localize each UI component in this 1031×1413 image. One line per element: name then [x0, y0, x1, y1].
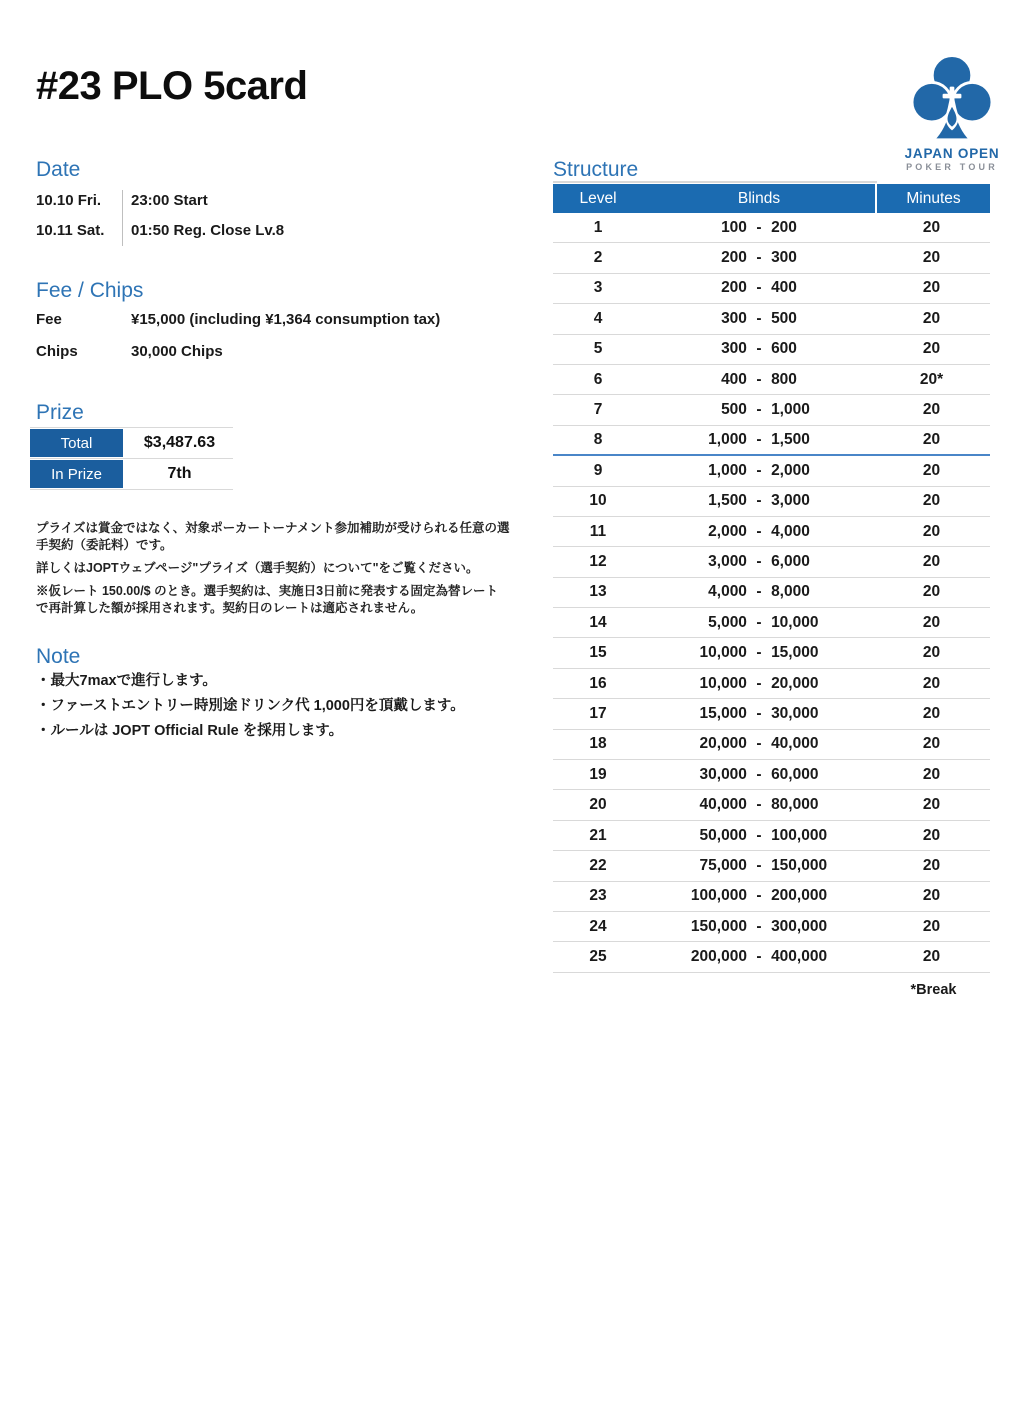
small-blind: 40,000 [699, 796, 747, 814]
blinds-dash: - [756, 826, 762, 844]
level-cell: 9 [593, 461, 603, 479]
blinds-dash: - [756, 309, 762, 327]
big-blind: 30,000 [771, 704, 819, 722]
big-blind: 40,000 [771, 735, 819, 753]
break-note: *Break [910, 982, 957, 998]
minutes-cell: 20 [922, 917, 941, 935]
level-cell: 23 [589, 887, 607, 905]
small-blind: 1,000 [708, 461, 747, 479]
small-blind: 15,000 [699, 704, 747, 722]
big-blind: 1,500 [771, 430, 810, 448]
blinds-dash: - [756, 948, 762, 966]
big-blind: 80,000 [771, 796, 819, 814]
prize-heading: Prize [36, 401, 84, 424]
prize-table [30, 427, 233, 490]
big-blind: 20,000 [771, 674, 819, 692]
structure-title-rule [553, 181, 877, 183]
date-row-text: 23:00 Start [131, 192, 208, 209]
small-blind: 100,000 [690, 887, 747, 905]
minutes-cell: 20 [922, 765, 941, 783]
structure-row [553, 730, 990, 760]
minutes-cell: 20 [922, 644, 941, 662]
big-blind: 200,000 [771, 887, 828, 905]
structure-row [553, 821, 990, 851]
level-cell: 6 [593, 370, 603, 388]
big-blind: 300,000 [771, 917, 828, 935]
note-item: ・最大7maxで進行します。 [36, 673, 217, 689]
blinds-dash: - [756, 796, 762, 814]
blinds-cell [643, 279, 875, 297]
small-blind: 2,000 [708, 522, 747, 540]
structure-row [553, 395, 990, 425]
blinds-cell [643, 887, 875, 905]
disclaimer-line: ※仮レート 150.00/$ のとき。選手契約は、実施日3日前に発表する固定為替レートで再計算した額が採用されます。契約日のレートは適応されません。 [36, 584, 499, 615]
minutes-cell: 20 [922, 492, 941, 510]
blinds-cell [643, 948, 875, 966]
structure-row [553, 638, 990, 668]
level-cell: 15 [589, 644, 607, 662]
blinds-cell [643, 644, 875, 662]
blinds-cell [643, 371, 875, 389]
level-cell: 13 [589, 583, 607, 601]
column-header-level: Level [579, 189, 617, 207]
level-cell: 20 [589, 796, 607, 814]
blinds-cell [643, 219, 875, 237]
structure-row [553, 335, 990, 365]
club-icon [902, 50, 1002, 144]
big-blind: 4,000 [771, 522, 810, 540]
date-table [36, 188, 506, 248]
column-header-minutes: Minutes [877, 184, 990, 213]
blinds-dash: - [756, 430, 762, 448]
blinds-cell [643, 827, 875, 845]
level-cell: 25 [589, 948, 607, 966]
structure-row [553, 912, 990, 942]
blinds-dash: - [756, 644, 762, 662]
blinds-dash: - [756, 340, 762, 358]
structure-row [553, 669, 990, 699]
fee-value: ¥15,000 (including ¥1,364 consumption tax) [131, 311, 441, 328]
blinds-cell [643, 553, 875, 571]
prize-total-value: $3,487.63 [143, 434, 216, 451]
structure-row [553, 426, 990, 456]
blinds-cell [643, 796, 875, 814]
blinds-cell [643, 735, 875, 753]
structure-row [553, 213, 990, 243]
big-blind: 2,000 [771, 461, 810, 479]
big-blind: 150,000 [771, 856, 828, 874]
prize-in-prize-label: In Prize [30, 460, 123, 488]
big-blind: 15,000 [771, 644, 819, 662]
small-blind: 75,000 [699, 856, 747, 874]
small-blind: 1,500 [708, 492, 747, 510]
level-cell: 12 [589, 552, 607, 570]
minutes-cell: 20* [919, 370, 944, 388]
small-blind: 300 [721, 309, 747, 327]
blinds-cell [643, 614, 875, 632]
chips-value: 30,000 Chips [131, 343, 223, 360]
level-cell: 10 [589, 492, 607, 510]
disclaimer-line: 詳しくはJOPTウェブページ"プライズ（選手契約）について"をご覧ください。 [36, 561, 479, 575]
minutes-cell: 20 [922, 735, 941, 753]
minutes-cell: 20 [922, 704, 941, 722]
big-blind: 3,000 [771, 492, 810, 510]
small-blind: 10,000 [699, 674, 747, 692]
blinds-cell [643, 583, 875, 601]
level-cell: 2 [593, 249, 603, 267]
blinds-cell [643, 857, 875, 875]
note-item: ・ファーストエントリー時別途ドリンク代 1,000円を頂戴します。 [36, 698, 465, 714]
small-blind: 3,000 [708, 552, 747, 570]
blinds-dash: - [756, 401, 762, 419]
date-heading: Date [36, 158, 81, 181]
big-blind: 300 [771, 249, 797, 267]
prize-row-total [30, 428, 233, 459]
small-blind: 50,000 [699, 826, 747, 844]
minutes-cell: 20 [922, 887, 941, 905]
minutes-cell: 20 [922, 552, 941, 570]
small-blind: 200,000 [690, 948, 747, 966]
big-blind: 200 [771, 218, 797, 236]
small-blind: 200 [721, 279, 747, 297]
structure-heading: Structure [553, 158, 639, 181]
minutes-cell: 20 [922, 826, 941, 844]
minutes-cell: 20 [922, 249, 941, 267]
page-title: #23 PLO 5card [36, 64, 308, 108]
blinds-dash: - [756, 492, 762, 510]
level-cell: 17 [589, 704, 607, 722]
level-cell: 16 [589, 674, 607, 692]
blinds-dash: - [756, 583, 762, 601]
structure-row [553, 304, 990, 334]
level-cell: 11 [589, 522, 607, 540]
blinds-dash: - [756, 552, 762, 570]
level-cell: 19 [589, 765, 607, 783]
level-cell: 3 [593, 279, 603, 297]
big-blind: 100,000 [771, 826, 828, 844]
blinds-cell [643, 249, 875, 267]
date-row-date: 10.11 Sat. [36, 222, 105, 239]
note-heading: Note [36, 645, 81, 668]
minutes-cell: 20 [922, 583, 941, 601]
structure-row [553, 578, 990, 608]
date-row-text: 01:50 Reg. Close Lv.8 [131, 222, 285, 239]
minutes-cell: 20 [922, 856, 941, 874]
level-cell: 14 [589, 613, 607, 631]
blinds-cell [643, 675, 875, 693]
logo-text-poker-tour: POKER TOUR [906, 162, 998, 172]
structure-row [553, 760, 990, 790]
fee-chips-heading: Fee / Chips [36, 279, 144, 302]
blinds-cell [643, 918, 875, 936]
level-cell: 18 [589, 735, 607, 753]
minutes-cell: 20 [922, 674, 941, 692]
blinds-cell [643, 705, 875, 723]
structure-row [553, 456, 990, 486]
minutes-cell: 20 [922, 461, 941, 479]
level-cell: 22 [589, 856, 607, 874]
note-item: ・ルールは JOPT Official Rule を採用します。 [36, 723, 344, 739]
structure-row [553, 942, 990, 972]
structure-row [553, 882, 990, 912]
structure-row [553, 274, 990, 304]
blinds-dash: - [756, 279, 762, 297]
minutes-cell: 20 [922, 401, 941, 419]
level-cell: 21 [589, 826, 607, 844]
minutes-cell: 20 [922, 613, 941, 631]
blinds-cell [643, 523, 875, 541]
structure-row [553, 517, 990, 547]
structure-row [553, 699, 990, 729]
small-blind: 4,000 [708, 583, 747, 601]
minutes-cell: 20 [922, 522, 941, 540]
blinds-cell [643, 431, 875, 449]
blinds-dash: - [756, 613, 762, 631]
blinds-cell [643, 340, 875, 358]
blinds-dash: - [756, 218, 762, 236]
blinds-dash: - [756, 370, 762, 388]
blinds-dash: - [756, 704, 762, 722]
big-blind: 8,000 [771, 583, 810, 601]
blinds-cell [643, 766, 875, 784]
prize-total-label: Total [30, 429, 123, 457]
big-blind: 60,000 [771, 765, 819, 783]
logo-text-japan-open: JAPAN OPEN [904, 146, 1000, 161]
level-cell: 24 [589, 917, 607, 935]
column-header-blinds: Blinds [737, 189, 781, 207]
small-blind: 150,000 [690, 917, 747, 935]
small-blind: 300 [721, 340, 747, 358]
blinds-dash: - [756, 917, 762, 935]
blinds-dash: - [756, 765, 762, 783]
minutes-cell: 20 [922, 218, 941, 236]
big-blind: 800 [771, 370, 797, 388]
small-blind: 5,000 [708, 613, 747, 631]
big-blind: 400 [771, 279, 797, 297]
minutes-cell: 20 [922, 340, 941, 358]
structure-row [553, 547, 990, 577]
minutes-cell: 20 [922, 309, 941, 327]
structure-row [553, 851, 990, 881]
small-blind: 100 [721, 218, 747, 236]
big-blind: 600 [771, 340, 797, 358]
structure-row [553, 243, 990, 273]
level-cell: 5 [593, 340, 603, 358]
date-divider [122, 190, 123, 246]
fee-label: Fee [36, 311, 62, 328]
blinds-dash: - [756, 461, 762, 479]
small-blind: 1,000 [708, 430, 747, 448]
structure-row [553, 608, 990, 638]
structure-row [553, 487, 990, 517]
structure-header-left [553, 184, 875, 213]
blinds-dash: - [756, 249, 762, 267]
structure-row [553, 790, 990, 820]
blinds-dash: - [756, 674, 762, 692]
minutes-cell: 20 [922, 948, 941, 966]
prize-row-in-prize [30, 459, 233, 490]
jopt-logo [890, 50, 1014, 172]
blinds-dash: - [756, 856, 762, 874]
big-blind: 6,000 [771, 552, 810, 570]
prize-disclaimer [36, 520, 510, 623]
level-cell: 8 [593, 430, 603, 448]
small-blind: 500 [721, 401, 747, 419]
structure-table-header [553, 184, 990, 213]
small-blind: 200 [721, 249, 747, 267]
blinds-cell [643, 492, 875, 510]
blinds-cell [643, 401, 875, 419]
note-list [36, 672, 516, 747]
big-blind: 500 [771, 309, 797, 327]
small-blind: 400 [721, 370, 747, 388]
big-blind: 400,000 [771, 948, 828, 966]
minutes-cell: 20 [922, 430, 941, 448]
date-row-date: 10.10 Fri. [36, 192, 102, 209]
disclaimer-line: プライズは賞金ではなく、対象ポーカートーナメント参加補助が受けられる任意の選手契約（委託料）です。 [36, 521, 510, 552]
minutes-cell: 20 [922, 796, 941, 814]
small-blind: 20,000 [699, 735, 747, 753]
blinds-dash: - [756, 735, 762, 753]
prize-in-prize-value: 7th [167, 465, 192, 482]
structure-row [553, 365, 990, 395]
blinds-dash: - [756, 522, 762, 540]
small-blind: 10,000 [699, 644, 747, 662]
big-blind: 1,000 [771, 401, 810, 419]
level-cell: 7 [593, 401, 603, 419]
chips-label: Chips [36, 343, 78, 360]
big-blind: 10,000 [771, 613, 819, 631]
structure-table-body [553, 213, 990, 973]
level-cell: 4 [593, 309, 603, 327]
minutes-cell: 20 [922, 279, 941, 297]
level-cell: 1 [593, 218, 603, 236]
small-blind: 30,000 [699, 765, 747, 783]
blinds-cell [643, 462, 875, 480]
blinds-cell [643, 310, 875, 328]
blinds-dash: - [756, 887, 762, 905]
